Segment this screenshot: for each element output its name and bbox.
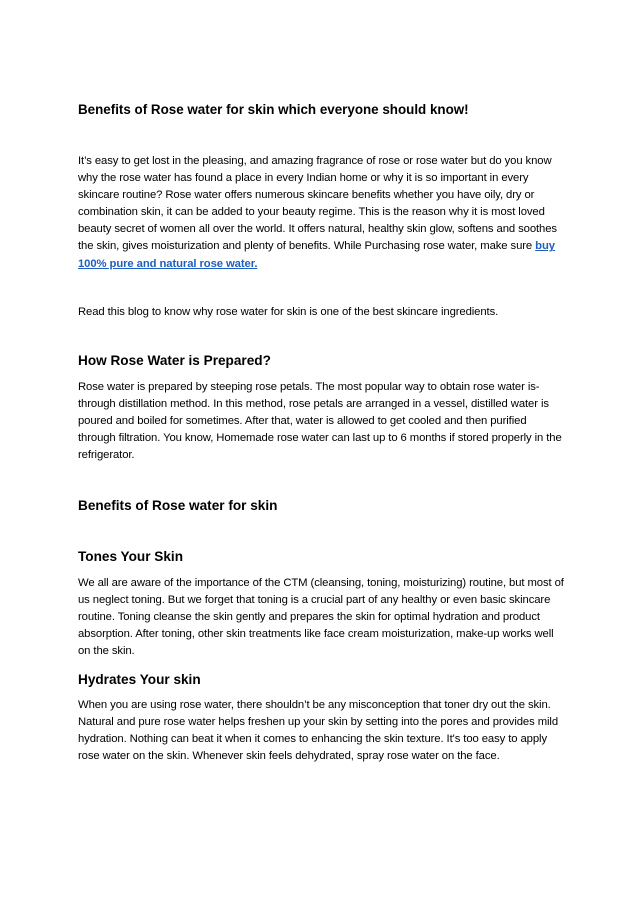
- prepared-heading: How Rose Water is Prepared?: [78, 353, 271, 368]
- intro-paragraph: [78, 153, 566, 273]
- tones-heading: Tones Your Skin: [78, 549, 183, 564]
- read-blog-paragraph: Read this blog to know why rose water for skin is one of the best skincare ingredients.: [78, 306, 499, 318]
- document-title: Benefits of Rose water for skin which everyone should know!: [78, 102, 469, 117]
- hydrates-paragraph: When you are using rose water, there shouldn’t be any misconception that toner dry out the skin. Natural and pure rose water helps freshen up your skin by setting into the pores and provides mild hydration. Nothing can beat it when it comes to enhancing the skin texture. It's too easy to apply rose water on the skin. Whenever skin feels dehydrated, spray rose water on the face.: [78, 699, 559, 763]
- intro-text: It’s easy to get lost in the pleasing, and amazing fragrance of rose or rose water but do you know why the rose water has found a place in every Indian home or why it is so important in every skincare routine? Rose water offers numerous skincare benefits whether you have oily, dry or combination skin, it can be added to your beauty regime. This is the reason why it is most loved beauty secret of women all over the world. It offers natural, healthy skin glow, softens and soothes the skin, gives moisturization and plenty of benefits. While Purchasing rose water, make sure: [78, 155, 557, 253]
- prepared-paragraph: Rose water is prepared by steeping rose petals. The most popular way to obtain rose water is- through distillation method. In this method, rose petals are arranged in a vessel, distilled water is poured and boiled for sometimes. After that, water is allowed to get cooled and then purified through filtration. You know, Homemade rose water can last up to 6 months if stored properly in the refrigerator.: [78, 381, 562, 462]
- hydrates-heading: Hydrates Your skin: [78, 672, 201, 687]
- tones-paragraph: We all are aware of the importance of the CTM (cleansing, toning, moisturizing) routine, but most of us neglect toning. But we forget that toning is a crucial part of any healthy or even basic skincare routine. Toning cleanse the skin gently and prepares the skin for optimal hydration and product absorption. After toning, other skin treatments like face cream moisturization, make-up works well on the skin.: [78, 577, 564, 658]
- benefits-heading: Benefits of Rose water for skin: [78, 498, 278, 513]
- pure-rose-water-link[interactable]: buy 100% pure and natural rose water.: [78, 240, 555, 270]
